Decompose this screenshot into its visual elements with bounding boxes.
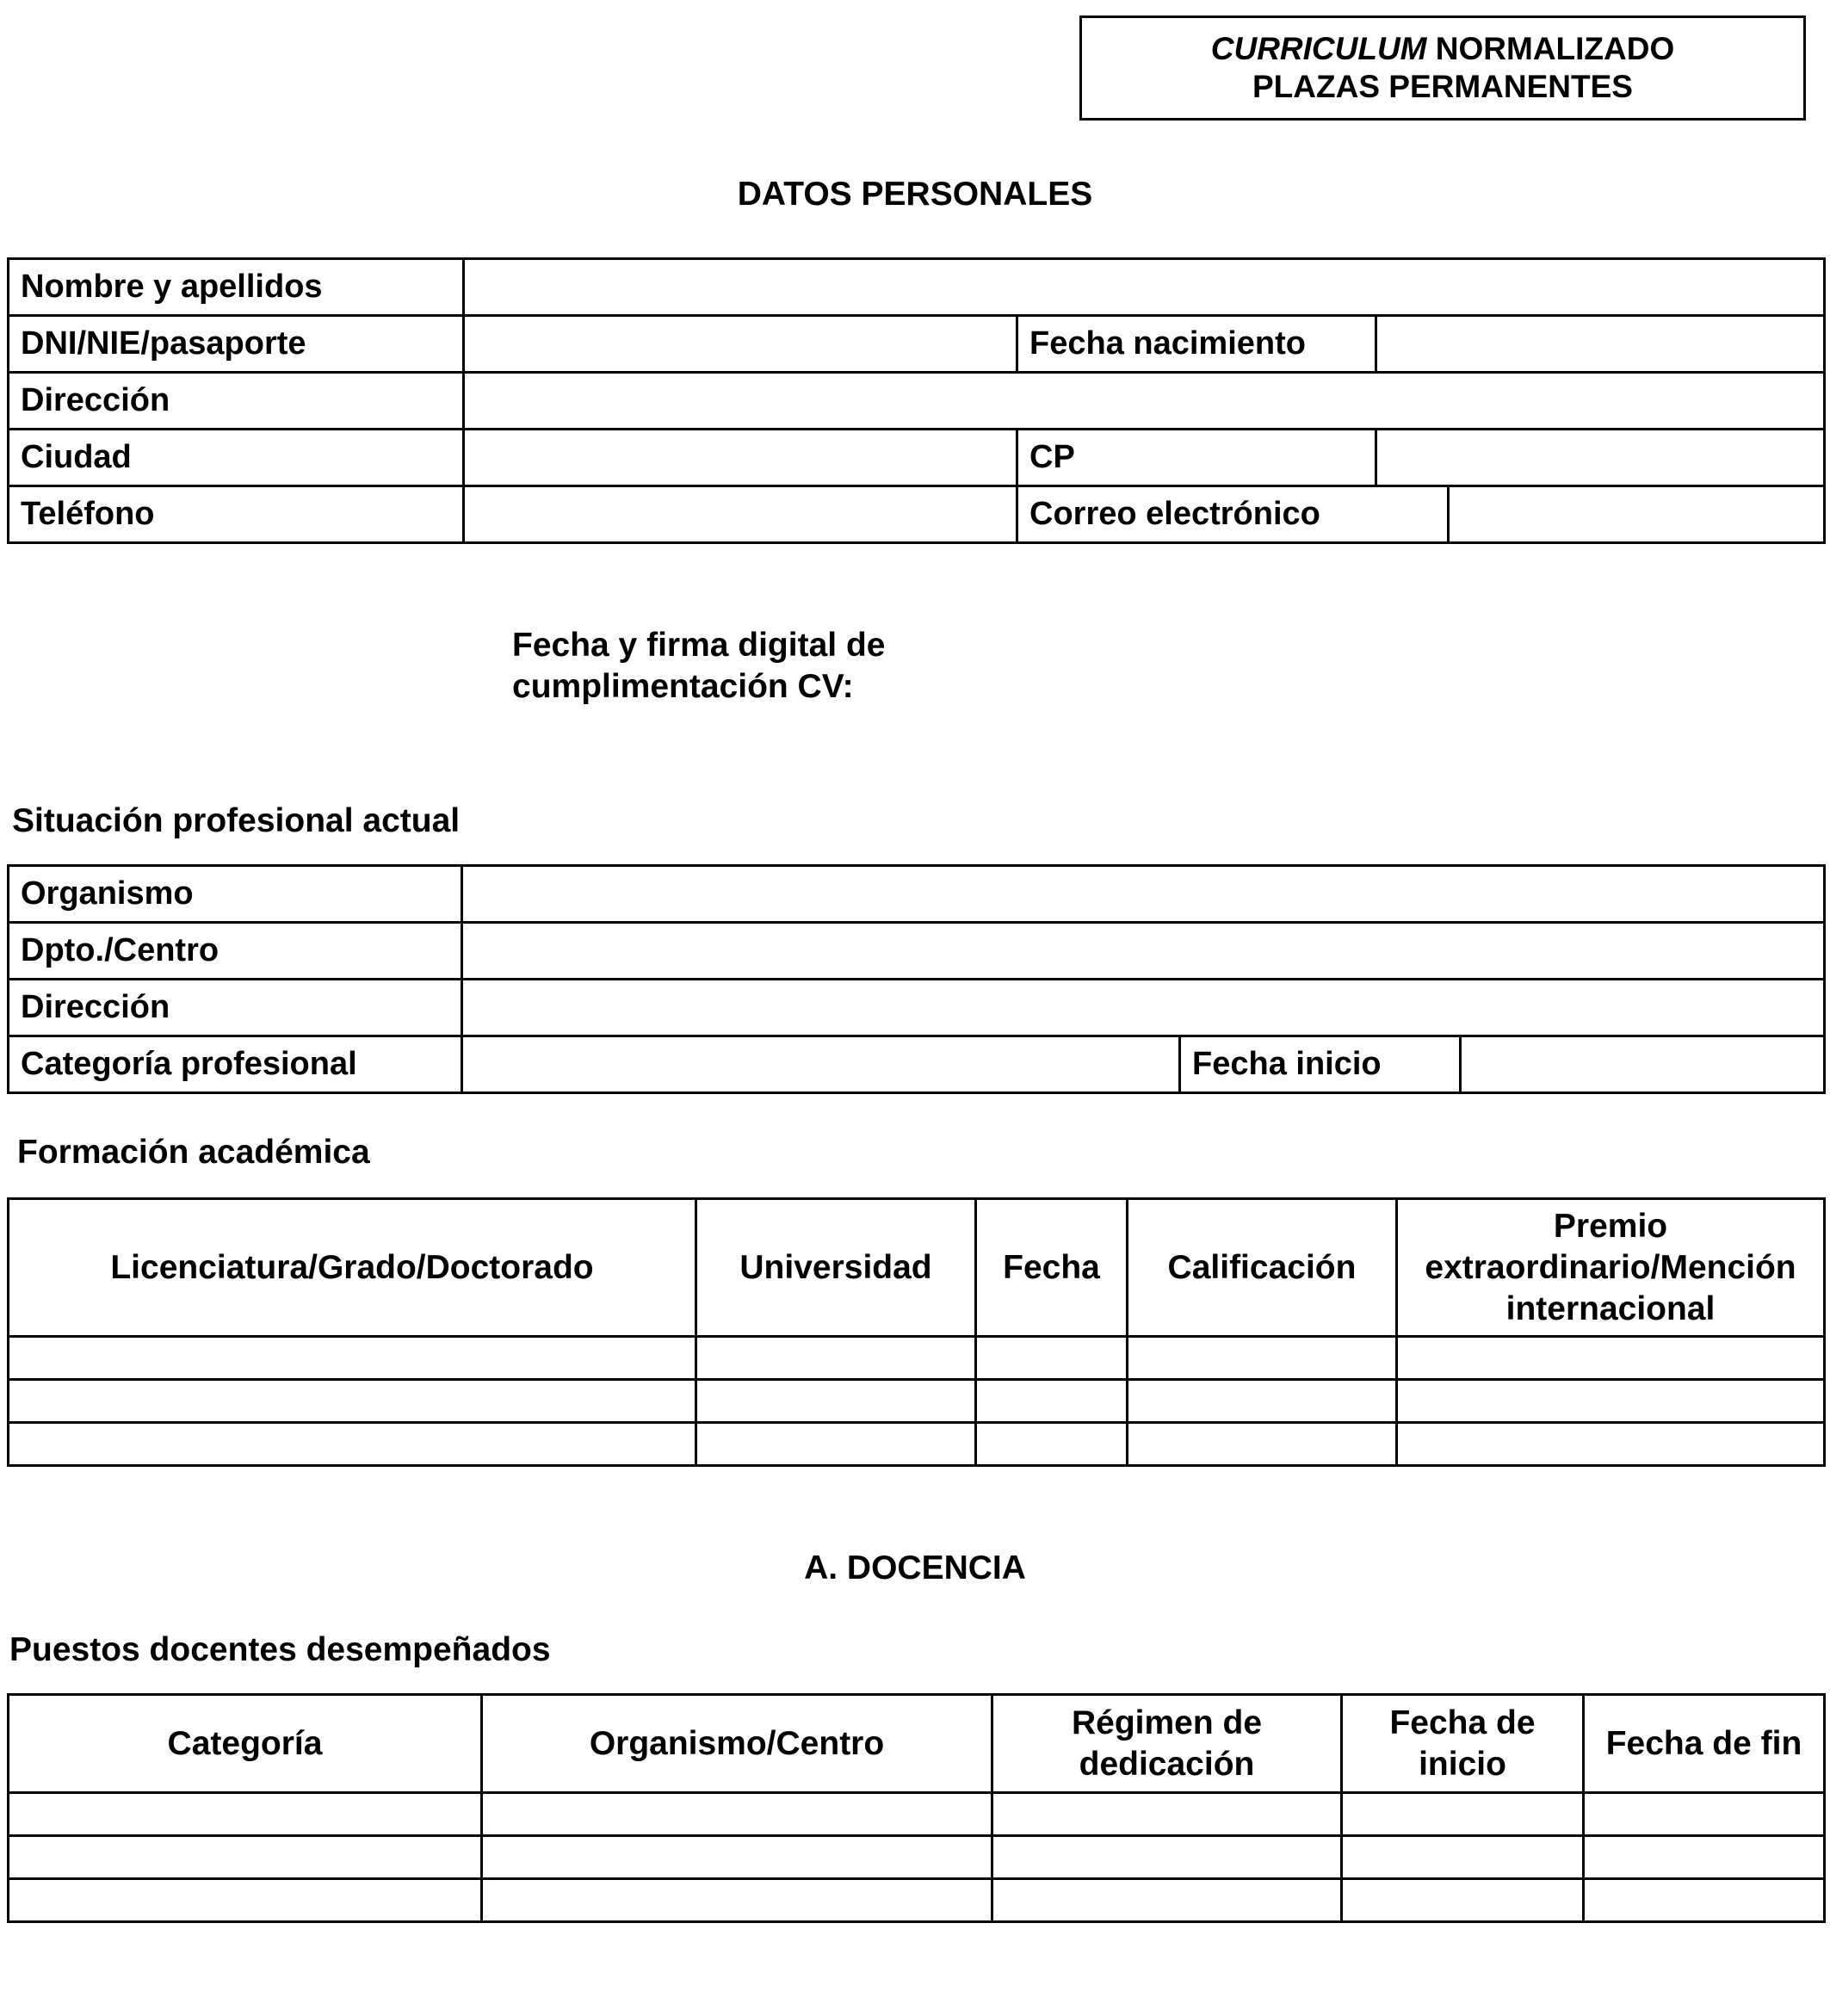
column-header: Licenciatura/Grado/Doctorado bbox=[9, 1199, 696, 1337]
document-title-box bbox=[1079, 15, 1806, 121]
grade-cell[interactable] bbox=[1128, 1423, 1397, 1466]
document-title: CURRICULUM NORMALIZADO bbox=[1210, 31, 1675, 66]
university-cell[interactable] bbox=[696, 1337, 976, 1380]
table-header-row bbox=[9, 1199, 1825, 1337]
award-cell[interactable] bbox=[1397, 1337, 1825, 1380]
date-cell[interactable] bbox=[976, 1337, 1128, 1380]
table-row bbox=[9, 1793, 1825, 1836]
teaching-positions-heading: Puestos docentes desempeñados bbox=[9, 1631, 551, 1668]
category-cell[interactable] bbox=[9, 1836, 482, 1879]
address-label: Dirección bbox=[9, 373, 464, 430]
column-header-regimen: Régimen de dedicación bbox=[992, 1695, 1342, 1793]
regime-cell[interactable] bbox=[992, 1793, 1342, 1836]
end-cell[interactable] bbox=[1584, 1793, 1825, 1836]
work-address-field[interactable] bbox=[462, 980, 1825, 1036]
teaching-table bbox=[7, 1693, 1826, 1923]
category-field[interactable] bbox=[462, 1036, 1180, 1093]
start-date-field[interactable] bbox=[1461, 1036, 1825, 1093]
signature-label: Fecha y firma digital de cumplimentación CV: bbox=[512, 627, 886, 705]
column-header: Organismo/Centro bbox=[482, 1695, 992, 1793]
start-date-label: Fecha inicio bbox=[1180, 1036, 1461, 1093]
name-field[interactable] bbox=[464, 259, 1825, 316]
degree-cell[interactable] bbox=[9, 1423, 696, 1466]
start-cell[interactable] bbox=[1342, 1879, 1584, 1922]
degree-cell[interactable] bbox=[9, 1380, 696, 1423]
end-cell[interactable] bbox=[1584, 1836, 1825, 1879]
table-row bbox=[9, 1337, 1825, 1380]
column-header: Categoría bbox=[9, 1695, 482, 1793]
name-label: Nombre y apellidos bbox=[9, 259, 464, 316]
start-cell[interactable] bbox=[1342, 1793, 1584, 1836]
academic-table bbox=[7, 1197, 1826, 1467]
date-cell[interactable] bbox=[976, 1380, 1128, 1423]
regime-cell[interactable] bbox=[992, 1879, 1342, 1922]
column-header-premio: Premio extraordinario/Mención internacional bbox=[1397, 1199, 1825, 1337]
birth-date-label: Fecha nacimiento bbox=[1017, 316, 1376, 373]
date-cell[interactable] bbox=[976, 1423, 1128, 1466]
teaching-heading: A. DOCENCIA bbox=[804, 1549, 1026, 1586]
table-row bbox=[9, 1836, 1825, 1879]
degree-cell[interactable] bbox=[9, 1337, 696, 1380]
table-row bbox=[9, 430, 1825, 486]
organization-cell[interactable] bbox=[482, 1836, 992, 1879]
column-header-start: Fecha de inicio bbox=[1342, 1695, 1584, 1793]
table-row bbox=[9, 1423, 1825, 1466]
regime-cell[interactable] bbox=[992, 1836, 1342, 1879]
start-cell[interactable] bbox=[1342, 1836, 1584, 1879]
table-row bbox=[9, 866, 1825, 923]
professional-table bbox=[7, 864, 1826, 1094]
organization-cell[interactable] bbox=[482, 1879, 992, 1922]
phone-label: Teléfono bbox=[9, 486, 464, 543]
end-cell[interactable] bbox=[1584, 1879, 1825, 1922]
category-cell[interactable] bbox=[9, 1879, 482, 1922]
column-header: Universidad bbox=[696, 1199, 976, 1337]
document-subtitle: PLAZAS PERMANENTES bbox=[1252, 69, 1633, 104]
table-row bbox=[9, 1380, 1825, 1423]
work-address-label: Dirección bbox=[9, 980, 462, 1036]
birth-date-field[interactable] bbox=[1376, 316, 1825, 373]
table-row bbox=[9, 923, 1825, 980]
table-row bbox=[9, 980, 1825, 1036]
university-cell[interactable] bbox=[696, 1423, 976, 1466]
id-field[interactable] bbox=[464, 316, 1017, 373]
personal-data-table bbox=[7, 257, 1826, 544]
award-cell[interactable] bbox=[1397, 1380, 1825, 1423]
category-label: Categoría profesional bbox=[9, 1036, 462, 1093]
category-cell[interactable] bbox=[9, 1793, 482, 1836]
department-field[interactable] bbox=[462, 923, 1825, 980]
column-header: Fecha de fin bbox=[1584, 1695, 1825, 1793]
grade-cell[interactable] bbox=[1128, 1337, 1397, 1380]
email-field[interactable] bbox=[1449, 486, 1825, 543]
column-header: Fecha bbox=[976, 1199, 1128, 1337]
column-header: Calificación bbox=[1128, 1199, 1397, 1337]
department-label: Dpto./Centro bbox=[9, 923, 462, 980]
university-cell[interactable] bbox=[696, 1380, 976, 1423]
professional-situation-heading: Situación profesional actual bbox=[12, 802, 461, 839]
table-row bbox=[9, 1036, 1825, 1093]
id-label: DNI/NIE/pasaporte bbox=[9, 316, 464, 373]
personal-data-heading: DATOS PERSONALES bbox=[737, 176, 1093, 213]
city-field[interactable] bbox=[464, 430, 1017, 486]
table-header-row bbox=[9, 1695, 1825, 1793]
zip-label: CP bbox=[1017, 430, 1376, 486]
zip-field[interactable] bbox=[1376, 430, 1825, 486]
organization-label: Organismo bbox=[9, 866, 462, 923]
grade-cell[interactable] bbox=[1128, 1380, 1397, 1423]
organization-field[interactable] bbox=[462, 866, 1825, 923]
table-row bbox=[9, 316, 1825, 373]
organization-cell[interactable] bbox=[482, 1793, 992, 1836]
table-row bbox=[9, 259, 1825, 316]
phone-field[interactable] bbox=[464, 486, 1017, 543]
award-cell[interactable] bbox=[1397, 1423, 1825, 1466]
table-row bbox=[9, 486, 1825, 543]
academic-training-heading: Formación académica bbox=[17, 1134, 370, 1171]
city-label: Ciudad bbox=[9, 430, 464, 486]
table-row bbox=[9, 1879, 1825, 1922]
address-field[interactable] bbox=[464, 373, 1825, 430]
email-label: Correo electrónico bbox=[1017, 486, 1449, 543]
table-row bbox=[9, 373, 1825, 430]
